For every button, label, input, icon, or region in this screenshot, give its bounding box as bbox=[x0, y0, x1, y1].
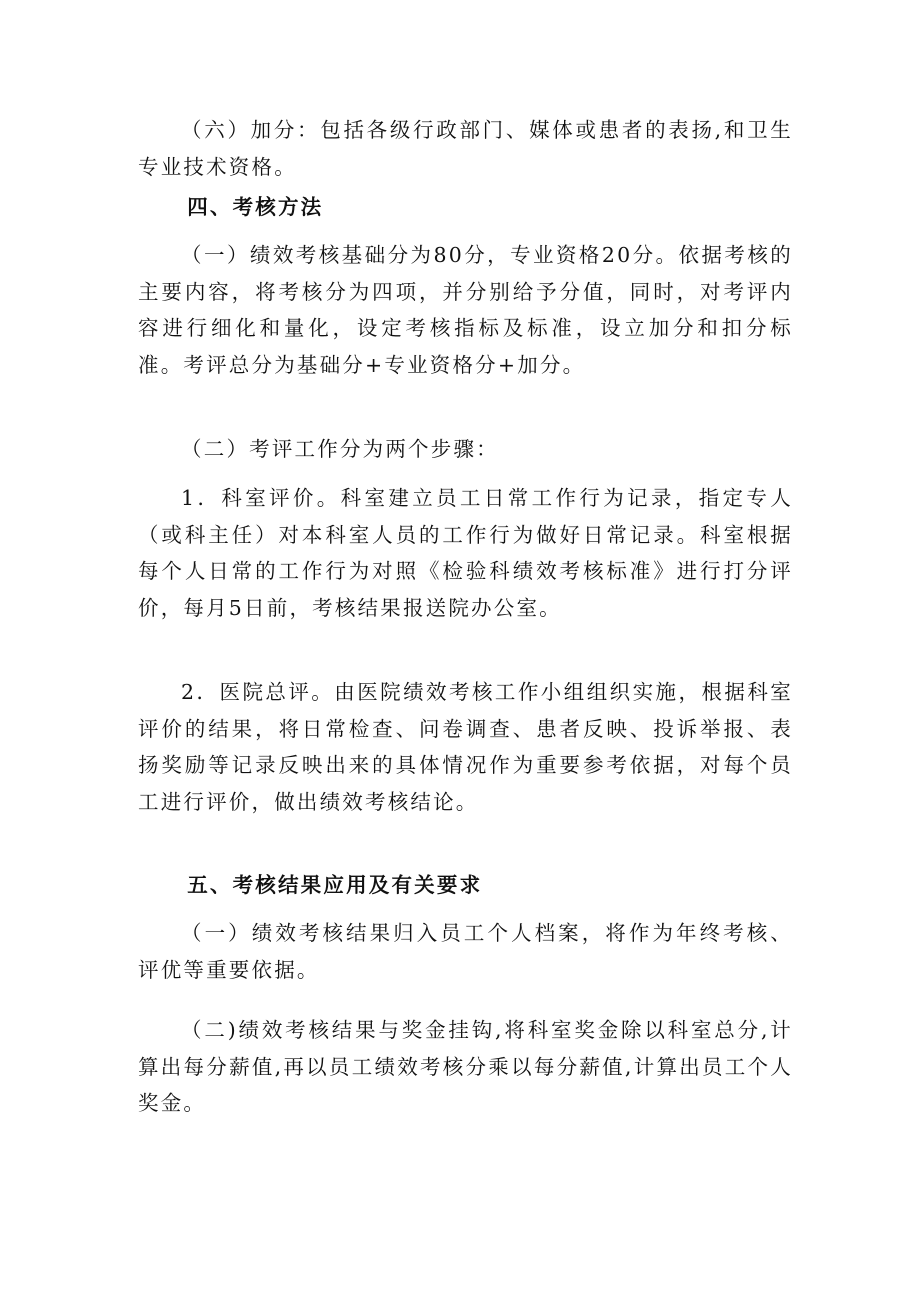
paragraph-evaluation-steps: （二）考评工作分为两个步骤： bbox=[181, 437, 499, 461]
paragraph-bonus-points: （六）加分：包括各级行政部门、媒体或患者的表扬,和卫生专业技术资格。 bbox=[138, 118, 793, 179]
paragraph-hospital-evaluation: 2．医院总评。由医院绩效考核工作小组组织实施，根据科室评价的结果，将日常检查、问卷调查、患者反映、投诉举报、表扬奖励等记录反映出来的具体情况作为重要参考依据，对每个员工进行评价，做出绩效考核结论。 bbox=[138, 680, 793, 814]
section-heading-results-application: 五、考核结果应用及有关要求 bbox=[187, 873, 483, 897]
paragraph-results-bonus: （二)绩效考核结果与奖金挂钩,将科室奖金除以科室总分,计算出每分薪值,再以员工绩效考核分乘以每分薪值,计算出员工个人奖金。 bbox=[138, 1018, 793, 1115]
paragraph-results-archive: （一）绩效考核结果归入员工个人档案，将作为年终考核、评优等重要依据。 bbox=[138, 921, 793, 982]
section-heading-assessment-method: 四、考核方法 bbox=[187, 195, 324, 219]
paragraph-base-score: （一）绩效考核基础分为80分，专业资格20分。依据考核的主要内容，将考核分为四项，并分别给予分值，同时，对考评内容进行细化和量化，设定考核指标及标准，设立加分和扣分标准。考评总分为基础分+专业资格分+加分。 bbox=[138, 243, 793, 377]
paragraph-department-evaluation: 1．科室评价。科室建立员工日常工作行为记录，指定专人（或科主任）对本科室人员的工作行为做好日常记录。科室根据每个人日常的工作行为对照《检验科绩效考核标准》进行打分评价，每月5日前，考核结果报送院办公室。 bbox=[138, 486, 793, 620]
